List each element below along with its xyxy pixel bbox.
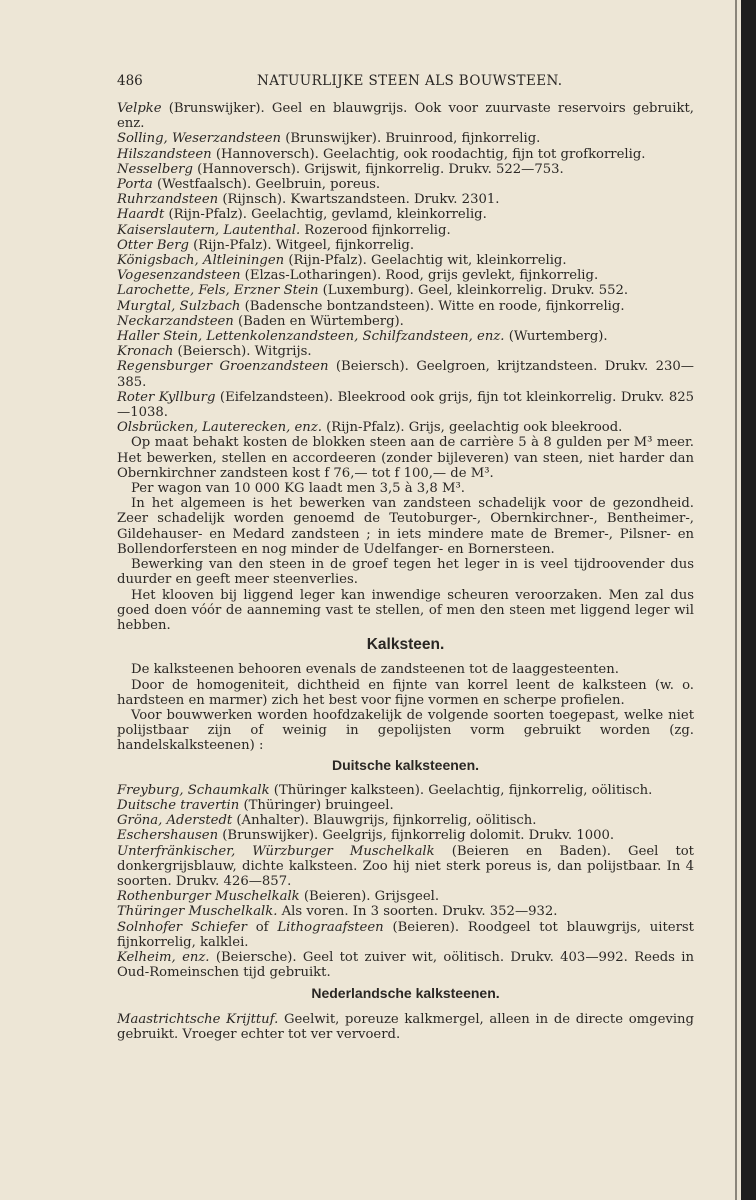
entry-text: (Beiersche). Geel tot zuiver wit, oölitisch. Drukv. 403—992. Reeds in Oud-Romeinschen tijd gebruikt. [117, 949, 694, 981]
entry [117, 828, 694, 843]
entry [117, 844, 694, 890]
entry-name: Hilszandsteen [117, 146, 212, 162]
entry-text: (Thüringer) bruingeel. [239, 797, 394, 813]
entry-text: (Luxemburg). Geel, kleinkorrelig. Drukv. 552. [318, 283, 629, 299]
entry-text: (Eifelzandsteen). Bleekrood ook grijs, fijn tot kleinkorrelig. Drukv. 825—1038. [117, 389, 694, 421]
entry-text: Als voren. In 3 soorten. Drukv. 352—932. [277, 904, 558, 920]
entry-name: Porta [117, 177, 153, 193]
section-heading-duitsche: Duitsche kalksteenen. [331, 756, 480, 773]
book-gutter-edge [741, 0, 756, 1200]
entry-name: Rothenburger Muschelkalk [117, 889, 300, 905]
entry [117, 420, 694, 435]
entry-name: Kelheim, enz. [117, 949, 210, 965]
entry-name: Haller Stein, Lettenkolenzandsteen, Schilfzandsteen, enz. [117, 329, 505, 345]
entry [117, 131, 694, 146]
page-edge-line [735, 0, 737, 1200]
entry [117, 889, 694, 904]
entry-text: (Rijn-Pfalz). Grijs, geelachtig ook bleekrood. [321, 420, 623, 436]
entry [117, 920, 694, 950]
entry-name: Lithograafsteen [277, 919, 384, 935]
entry-name: Kronach [117, 344, 174, 360]
entry-text: (Beiersch). Witgrijs. [173, 344, 312, 360]
entry-name: Unterfränkischer, Würzburger Muschelkalk [117, 843, 435, 859]
entry-text: (Rijnsch). Kwartszandsteen. Drukv. 2301. [218, 192, 500, 208]
entry-text: (Hannoversch). Geelachtig, ook roodachtig, fijn tot grofkorrelig. [211, 146, 646, 162]
entry-name: Vogesenzandsteen [117, 268, 241, 284]
entry [117, 238, 694, 253]
entry-text: (Westfaalsch). Geelbruin, poreus. [152, 177, 381, 193]
entry-name: Neckarzandsteen [117, 313, 234, 329]
entry-name: Olsbrücken, Lauterecken, enz. [117, 420, 322, 436]
entry-text: (Beiersch). Geelgroen, krijtzandsteen. Drukv. 230—385. [117, 359, 694, 390]
entry-text: (Brunswijker). Geel en blauwgrijs. Ook voor zuurvaste reservoirs gebruikt, enz. [117, 101, 694, 132]
entry-name: Duitsche travertin [117, 797, 240, 813]
entry [117, 101, 694, 131]
entry-text: (Hannoversch). Grijswit, fijnkorrelig. Drukv. 522—753. [192, 161, 564, 177]
entry [117, 207, 694, 222]
entry-text: (Rijn-Pfalz). Geelachtig, gevlamd, kleinkorrelig. [164, 207, 487, 223]
entry-text: Geelwit, poreuze kalkmergel, alleen in de directe omgeving gebruikt. Vroeger echter tot ver vervoerd. [117, 1011, 694, 1042]
entry-name: Maastrichtsche Krijttuf. [117, 1011, 279, 1027]
entry [117, 147, 694, 162]
paragraph: In het algemeen is het bewerken van zandsteen schadelijk voor de gezondheid. Zeer schadelijk worden genoemd de Teutoburger-, Obernkirchner-, Bentheimer-, Gildehauser- en Medard zandsteen ; in iets mindere mate de Bremer-, Pilsner- en Bollendorfersteen en nog minder de Udelfanger- en Bornersteen. [117, 496, 694, 557]
entry-text: (Rijn-Pfalz). Witgeel, fijnkorrelig. [188, 237, 415, 253]
entry-text: (Anhalter). Blauwgrijs, fijnkorrelig, oölitisch. [232, 813, 537, 829]
entry [117, 904, 694, 919]
entry-text: of [246, 919, 278, 935]
paragraph: Per wagon van 10 000 KG laadt men 3,5 à 3,8 M³. [131, 481, 465, 497]
entry [117, 344, 694, 359]
entry [117, 314, 694, 329]
entry-name: Haardt [117, 207, 165, 223]
entry-text: (Beieren). Roodgeel tot blauwgrijs, uiterst fijnkorrelig, kalklei. [117, 919, 694, 950]
entry-text: (Rijn-Pfalz). Geelachtig wit, kleinkorrelig. [284, 253, 567, 269]
entry [117, 162, 694, 177]
paragraph: Door de homogeniteit, dichtheid en fijnte van korrel leent de kalksteen (w. o. hardsteen en marmer) zich het best voor fijne vormen en scherpe profielen. [117, 677, 694, 708]
entry-name: Kaiserslautern, Lautenthal. [117, 222, 301, 238]
entry [117, 798, 694, 813]
entry-name: Königsbach, Altleiningen [117, 253, 285, 269]
entry-text: (Baden en Würtemberg). [233, 313, 404, 329]
section-heading-nederlandsche: Nederlandsche kalksteenen. [311, 985, 500, 1002]
entry-name: Regensburger Groenzandsteen [117, 359, 329, 375]
entry-text: (Elzas-Lotharingen). Rood, grijs gevlekt, fijnkorrelig. [240, 268, 599, 284]
page-number: 486 [117, 73, 143, 89]
entry [117, 783, 694, 798]
running-header [117, 73, 717, 91]
entry [117, 329, 694, 344]
paragraph: Het klooven bij liggend leger kan inwendige scheuren veroorzaken. Men zal dus goed doen vóór de aanneming vast te stellen, of men den steen met liggend leger wil hebben. [117, 587, 694, 633]
paragraph: Bewerking van den steen in de groef tegen het leger in is veel tijdroovender dus duurder en geeft meer steenverlies. [117, 557, 694, 588]
entry-name: Thüringer Muschelkalk. [117, 904, 278, 920]
paragraph: Op maat behakt kosten de blokken steen aan de carrière 5 à 8 gulden per M³ meer. Het bewerken, stellen en accordeeren (zonder bijleveren) van steen, niet harder dan Obernkirchner zandsteen kost f 76,— tot f 100,— de M³. [117, 435, 694, 481]
entry [117, 177, 694, 192]
page-body [117, 101, 694, 1042]
paragraph: Voor bouwwerken worden hoofdzakelijk de volgende soorten toegepast, welke niet polijstbaar zijn of weinig in gepolijsten vorm gebruikt worden (zg. handelskalksteenen) : [117, 707, 694, 754]
entry-text: (Beieren en Baden). Geel tot donkergrijsblauw, dichte kalksteen. Zoo hij niet sterk poreus is, dan polijstbaar. In 4 soorten. Drukv. 426—857. [117, 843, 694, 889]
section-heading-kalksteen: Kalksteen. [366, 636, 445, 654]
entry-text: (Thüringer kalksteen). Geelachtig, fijnkorrelig, oölitisch. [269, 782, 653, 798]
entry-text: (Wurtemberg). [504, 329, 608, 345]
entry-text: (Badensche bontzandsteen). Witte en roode, fijnkorrelig. [240, 298, 625, 314]
entry [117, 253, 694, 268]
entry [117, 299, 694, 314]
entry [117, 1012, 694, 1042]
running-title: NATUURLIJKE STEEN ALS BOUWSTEEN. [257, 73, 563, 89]
entry-name: Nesselberg [117, 161, 193, 177]
entry-name: Roter Kyllburg [117, 389, 216, 405]
entry-name: Freyburg, Schaumkalk [117, 782, 270, 798]
entry-text: (Brunswijker). Bruinrood, fijnkorrelig. [281, 131, 541, 147]
entry-name: Solnhofer Schiefer [117, 919, 247, 935]
entry-name: Velpke [117, 101, 162, 116]
entry [117, 950, 694, 980]
entry [117, 813, 694, 828]
entry-name: Ruhrzandsteen [117, 192, 219, 208]
entry-name: Eschershausen [117, 828, 219, 844]
entry-name: Larochette, Fels, Erzner Stein [117, 283, 319, 299]
entry [117, 192, 694, 207]
entry [117, 223, 694, 238]
entry-name: Gröna, Aderstedt [117, 813, 233, 829]
entry-name: Murgtal, Sulzbach [117, 298, 241, 314]
entry [117, 390, 694, 420]
entry-name: Otter Berg [117, 237, 189, 253]
entry [117, 359, 694, 389]
entry-text: Rozerood fijnkorrelig. [300, 222, 451, 238]
entry [117, 283, 694, 298]
paragraph: De kalksteenen behooren evenals de zandsteenen tot de laaggesteenten. [131, 662, 619, 678]
entry [117, 268, 694, 283]
entry-name: Solling, Weserzandsteen [117, 131, 282, 147]
entry-text: (Brunswijker). Geelgrijs, fijnkorrelig dolomit. Drukv. 1000. [218, 828, 615, 844]
entry-text: (Beieren). Grijsgeel. [299, 889, 440, 905]
